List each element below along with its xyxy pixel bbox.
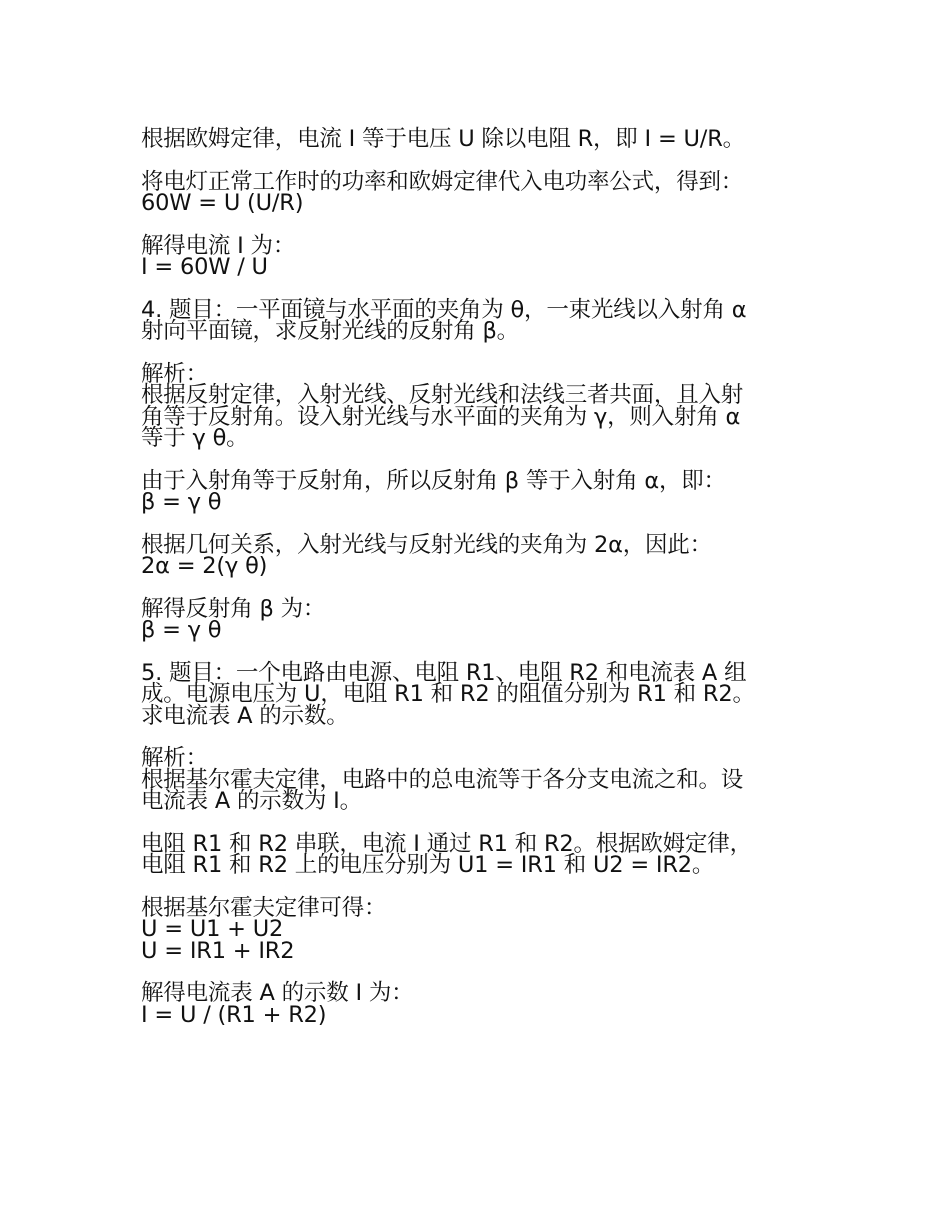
- text-line: 成。电源电压为 U，电阻 R1 和 R2 的阻值分别为 R1 和 R2。: [141, 681, 755, 707]
- formula-line: U = IR1 + IR2: [141, 937, 295, 964]
- paragraph-geometry: [141, 531, 821, 579]
- text-line: 根据几何关系，入射光线与反射光线的夹角为 2α，因此：: [141, 531, 712, 558]
- formula-line: 2α = 2(γ θ): [141, 553, 268, 579]
- paragraph-reflection-solution: [141, 595, 821, 643]
- text-line: 解得反射角 β 为：: [141, 595, 326, 622]
- text-line: 根据基尔霍夫定律可得：: [141, 894, 387, 921]
- formula-line: 60W = U (U/R): [141, 190, 304, 216]
- formula-line: I = U / (R1 + R2): [141, 1001, 327, 1028]
- paragraph-series-circuit: [141, 830, 821, 878]
- text-line: 根据基尔霍夫定律，电路中的总电流等于各分支电流之和。设: [141, 766, 744, 793]
- formula-line: U = U1 + U2: [141, 916, 284, 942]
- text-line: 射向平面镜，求反射光线的反射角 β。: [141, 318, 519, 344]
- paragraph-power-formula: [141, 168, 821, 216]
- text-line: 将电灯正常工作时的功率和欧姆定律代入电功率公式，得到：: [141, 168, 744, 195]
- text-line: 根据欧姆定律，电流 I 等于电压 U 除以电阻 R，即 I = U/R。: [141, 126, 745, 152]
- paragraph-ammeter-solution: [141, 980, 821, 1028]
- question-5: [141, 659, 821, 729]
- analysis-heading: 解析：: [141, 360, 208, 387]
- analysis-5: [141, 745, 821, 814]
- text-line: 电阻 R1 和 R2 串联，电流 I 通过 R1 和 R2。根据欧姆定律，: [141, 830, 752, 857]
- analysis-heading: 解析：: [141, 745, 208, 771]
- text-line: 等于 γ θ。: [141, 425, 249, 451]
- paragraph-current-solution: [141, 232, 821, 280]
- question-4: [141, 296, 821, 344]
- analysis-4: [141, 360, 821, 451]
- text-line: 根据反射定律，入射光线、反射光线和法线三者共面，且入射: [141, 382, 744, 408]
- text-line: 求电流表 A 的示数。: [141, 702, 349, 729]
- formula-line: β = γ θ: [141, 617, 222, 643]
- formula-line: β = γ θ: [141, 489, 222, 515]
- paragraph-kirchhoff: [141, 894, 821, 964]
- paragraph-ohms-law: [141, 126, 821, 152]
- text-line: 由于入射角等于反射角，所以反射角 β 等于入射角 α，即：: [141, 467, 726, 494]
- text-line: 解得电流 I 为：: [141, 232, 296, 259]
- text-line: 4. 题目：一平面镜与水平面的夹角为 θ，一束光线以入射角 α: [141, 296, 747, 323]
- text-line: 5. 题目：一个电路由电源、电阻 R1、电阻 R2 和电流表 A 组: [141, 659, 747, 686]
- document-page: [141, 126, 821, 1047]
- text-line: 角等于反射角。设入射光线与水平面的夹角为 γ，则入射角 α: [141, 403, 741, 430]
- formula-line: I = 60W / U: [141, 254, 268, 280]
- paragraph-reflection-equal: [141, 467, 821, 515]
- text-line: 电阻 R1 和 R2 上的电压分别为 U1 = IR1 和 U2 = IR2。: [141, 852, 715, 878]
- text-line: 电流表 A 的示数为 I。: [141, 788, 362, 814]
- text-line: 解得电流表 A 的示数 I 为：: [141, 980, 414, 1006]
